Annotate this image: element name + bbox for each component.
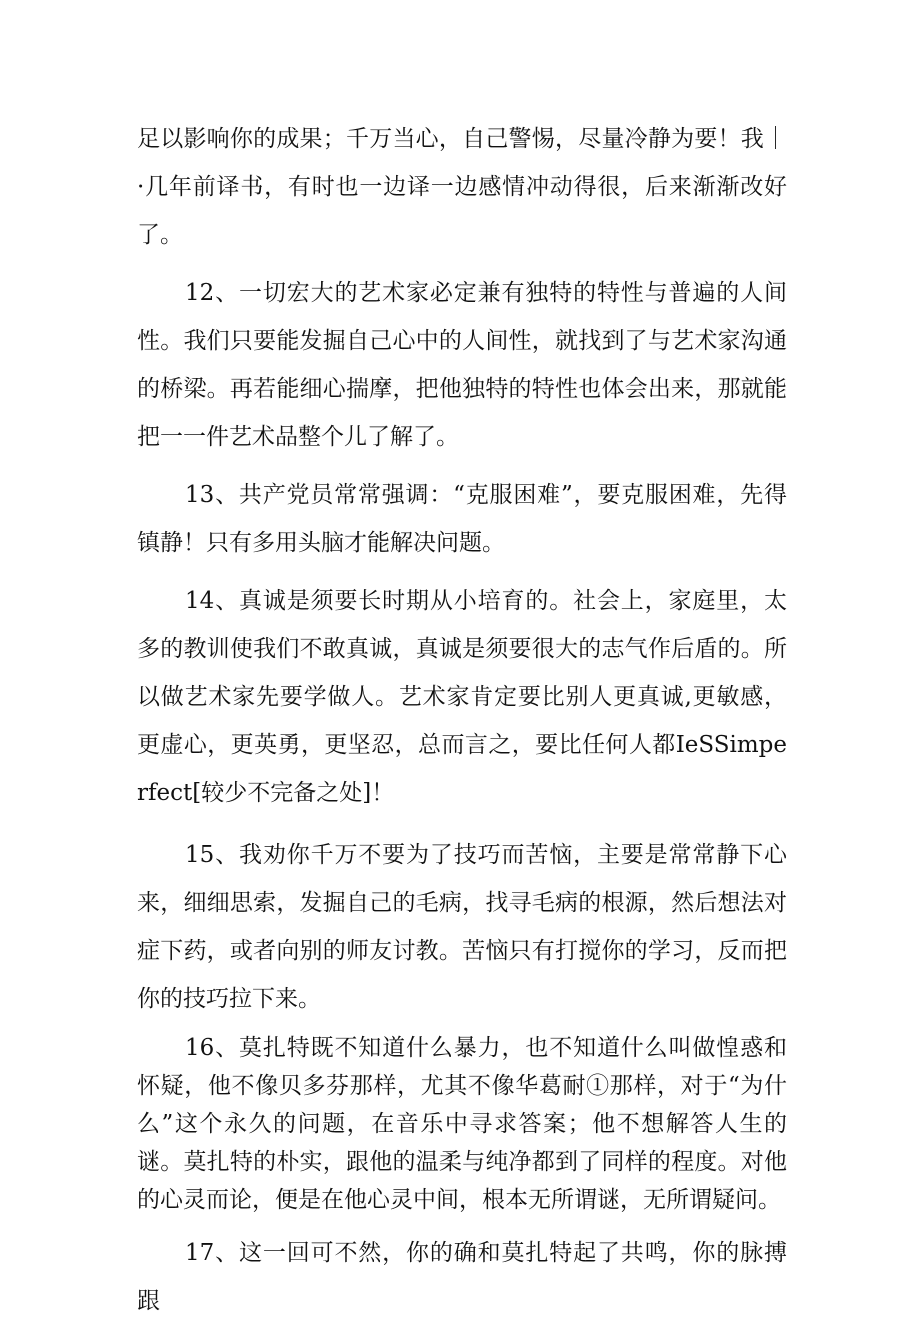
paragraph-15: 15、我劝你千万不要为了技巧而苦恼，主要是常常静下心来，细细思索，发掘自己的毛病，找寻毛病的根源，然后想法对症下药，或者向别的师友讨教。苦恼只有打搅你的学习，反而把你的技巧拉下来。 (137, 842, 787, 1012)
paragraph-12: 12、一切宏大的艺术家必定兼有独特的特性与普遍的人间性。我们只要能发掘自己心中的人间性，就找到了与艺术家沟通的桥梁。再若能细心揣摩，把他独特的特性也体会出来，那就能把一一件艺术品整个儿了解了。 (137, 280, 787, 450)
paragraph-17: 17、这一回可不然，你的确和莫扎特起了共鸣，你的脉搏跟 (137, 1240, 787, 1314)
paragraph-14: 14、真诚是须要长时期从小培育的。社会上，家庭里，太多的教训使我们不敢真诚，真诚是须要很大的志气作后盾的。所以做艺术家先要学做人。艺术家肯定要比别人更真诚,更敏感，更虚心，更英勇，更坚忍，总而言之，要比任何人都IeSSimperfect[较少不完备之处]！ (137, 588, 787, 806)
paragraph-16: 16、莫扎特既不知道什么暴力，也不知道什么叫做惶惑和怀疑，他不像贝多芬那样，尤其不像华葛耐①那样，对于“为什么”这个永久的问题，在音乐中寻求答案；他不想解答人生的谜。莫扎特的朴实，跟他的温柔与纯净都到了同样的程度。对他的心灵而论，便是在他心灵中间，根本无所谓谜，无所谓疑问。 (137, 1035, 787, 1213)
body-text (137, 115, 787, 1325)
paragraph-13: 13、共产党员常常强调：“克服困难”，要克服困难，先得镇静！只有多用头脑才能解决问题。 (137, 482, 787, 556)
paragraph-continued: 足以影响你的成果；千万当心，自己警惕，尽量冷静为要！我｜·几年前译书，有时也一边译一边感情冲动得很，后来渐渐改好了。 (137, 126, 787, 248)
